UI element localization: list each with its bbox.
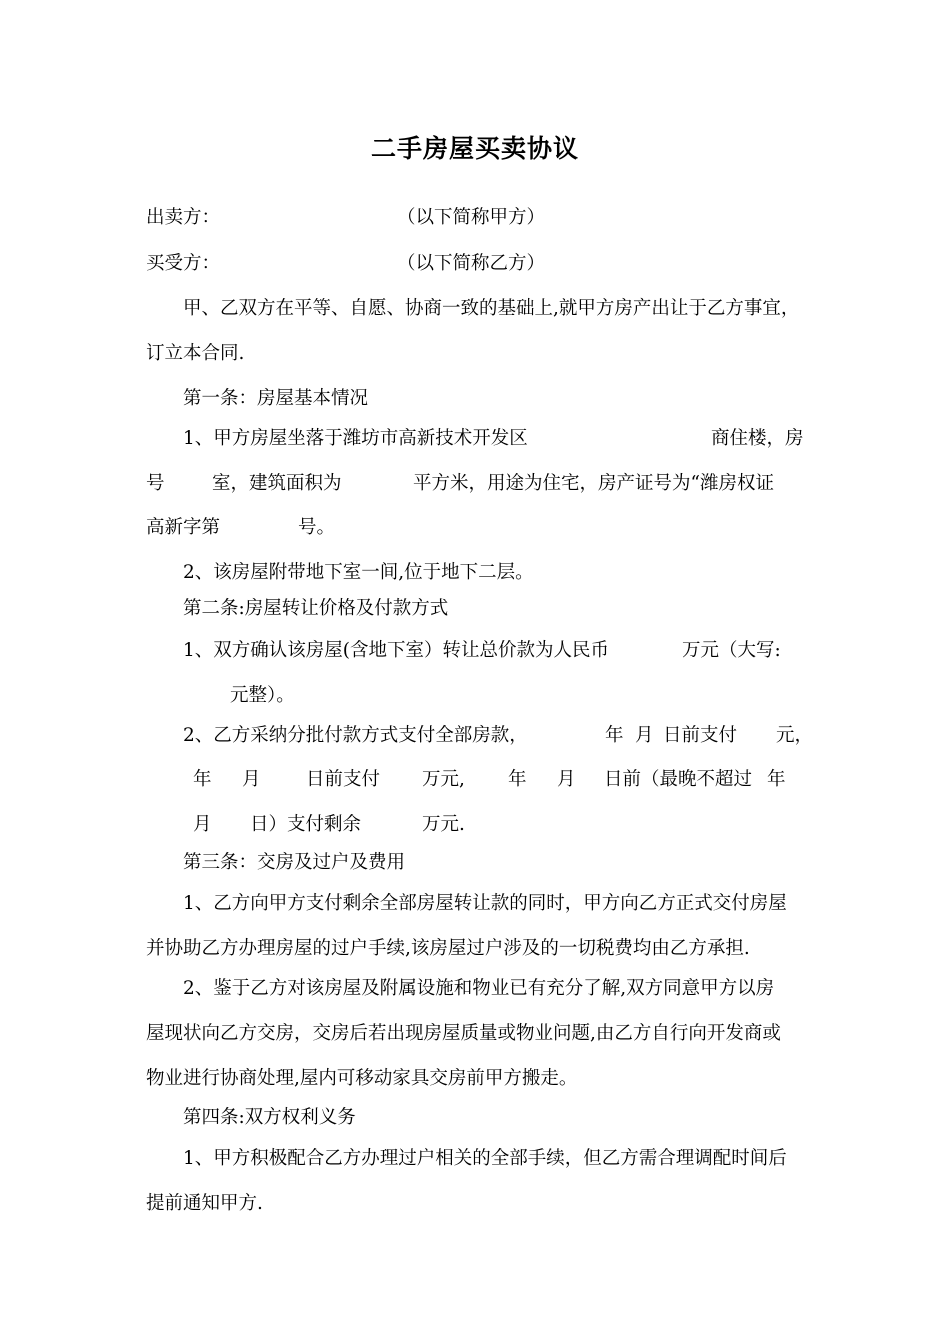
article-3-item-1-line: 并协助乙方办理房屋的过户手续,该房屋过户涉及的一切税费均由乙方承担. (146, 938, 750, 959)
article-2-item-2-text: 日前支付 (306, 769, 381, 790)
intro-line: 甲、乙双方在平等、自愿、协商一致的基础上,就甲方房产出让于乙方事宜， (183, 298, 800, 319)
article-2-item-2-text: 元， (776, 725, 814, 746)
article-2-item-2-text: 万元, (422, 769, 465, 790)
article-2-item-2-text: 年 (508, 769, 527, 790)
article-2-item-2-text: 日前（最晚不超过 (604, 769, 753, 790)
article-2-item-2-text: 月 (557, 769, 576, 790)
article-2-item-2-text: 日前支付 (663, 725, 738, 746)
article-2-item-1-text: 元整）。 (230, 685, 295, 706)
article-1-item-1-text: 室，建筑面积为 (212, 473, 342, 494)
document-title: 二手房屋买卖协议 (370, 134, 579, 163)
article-1-item-1-text: 1、甲方房屋坐落于潍坊市高新技术开发区 (183, 428, 528, 449)
article-1-item-2: 2、该房屋附带地下室一间,位于地下二层。 (183, 562, 534, 583)
article-3-item-2-line: 屋现状向乙方交房，交房后若出现房屋质量或物业问题,由乙方自行向开发商或 (146, 1023, 781, 1044)
seller-abbreviation: （以下简称甲方） (397, 207, 546, 228)
article-2-item-2-text: 日）支付剩余 (250, 814, 362, 835)
article-2-item-2-text: 年 (605, 725, 624, 746)
article-2-item-1-text: 万元（大写: (682, 640, 781, 661)
article-2-item-2-text: 年 (767, 769, 786, 790)
article-4-heading: 第四条:双方权利义务 (183, 1107, 356, 1128)
buyer-label: 买受方： (146, 253, 221, 274)
article-3-heading: 第三条：交房及过户及费用 (183, 852, 406, 873)
article-1-item-1-text: 号 (146, 473, 165, 494)
article-3-item-2-line: 2、鉴于乙方对该房屋及附属设施和物业已有充分了解,双方同意甲方以房 (183, 978, 775, 999)
seller-label: 出卖方： (146, 207, 221, 228)
article-1-item-1-text: 平方米，用途为住宅，房产证号为“潍房权证 (413, 473, 774, 494)
article-3-item-2-line: 物业进行协商处理,屋内可移动家具交房前甲方搬走。 (146, 1068, 578, 1089)
article-4-item-1-line: 1、甲方积极配合乙方办理过户相关的全部手续，但乙方需合理调配时间后 (183, 1148, 787, 1169)
article-2-heading: 第二条:房屋转让价格及付款方式 (183, 598, 449, 619)
article-1-item-1-text: 高新字第 (146, 517, 221, 538)
article-1-heading: 第一条：房屋基本情况 (183, 388, 369, 409)
article-3-item-1-line: 1、乙方向甲方支付剩余全部房屋转让款的同时，甲方向乙方正式交付房屋 (183, 893, 787, 914)
article-2-item-2-text: 万元. (422, 814, 465, 835)
article-1-item-1-text: 商住楼，房 (711, 428, 804, 449)
article-2-item-1-text: 1、双方确认该房屋(含地下室）转让总价款为人民币 (183, 640, 609, 661)
article-2-item-2-text: 年 (193, 769, 212, 790)
buyer-abbreviation: （以下简称乙方） (397, 253, 546, 274)
article-4-item-1-line: 提前通知甲方. (146, 1193, 263, 1214)
article-2-item-2-text: 2、乙方采纳分批付款方式支付全部房款， (183, 725, 528, 746)
article-2-item-2-text: 月 (635, 725, 654, 746)
article-2-item-2-text: 月 (193, 814, 212, 835)
intro-line: 订立本合同. (146, 343, 245, 364)
article-2-item-2-text: 月 (242, 769, 261, 790)
article-1-item-1-text: 号。 (298, 517, 336, 538)
